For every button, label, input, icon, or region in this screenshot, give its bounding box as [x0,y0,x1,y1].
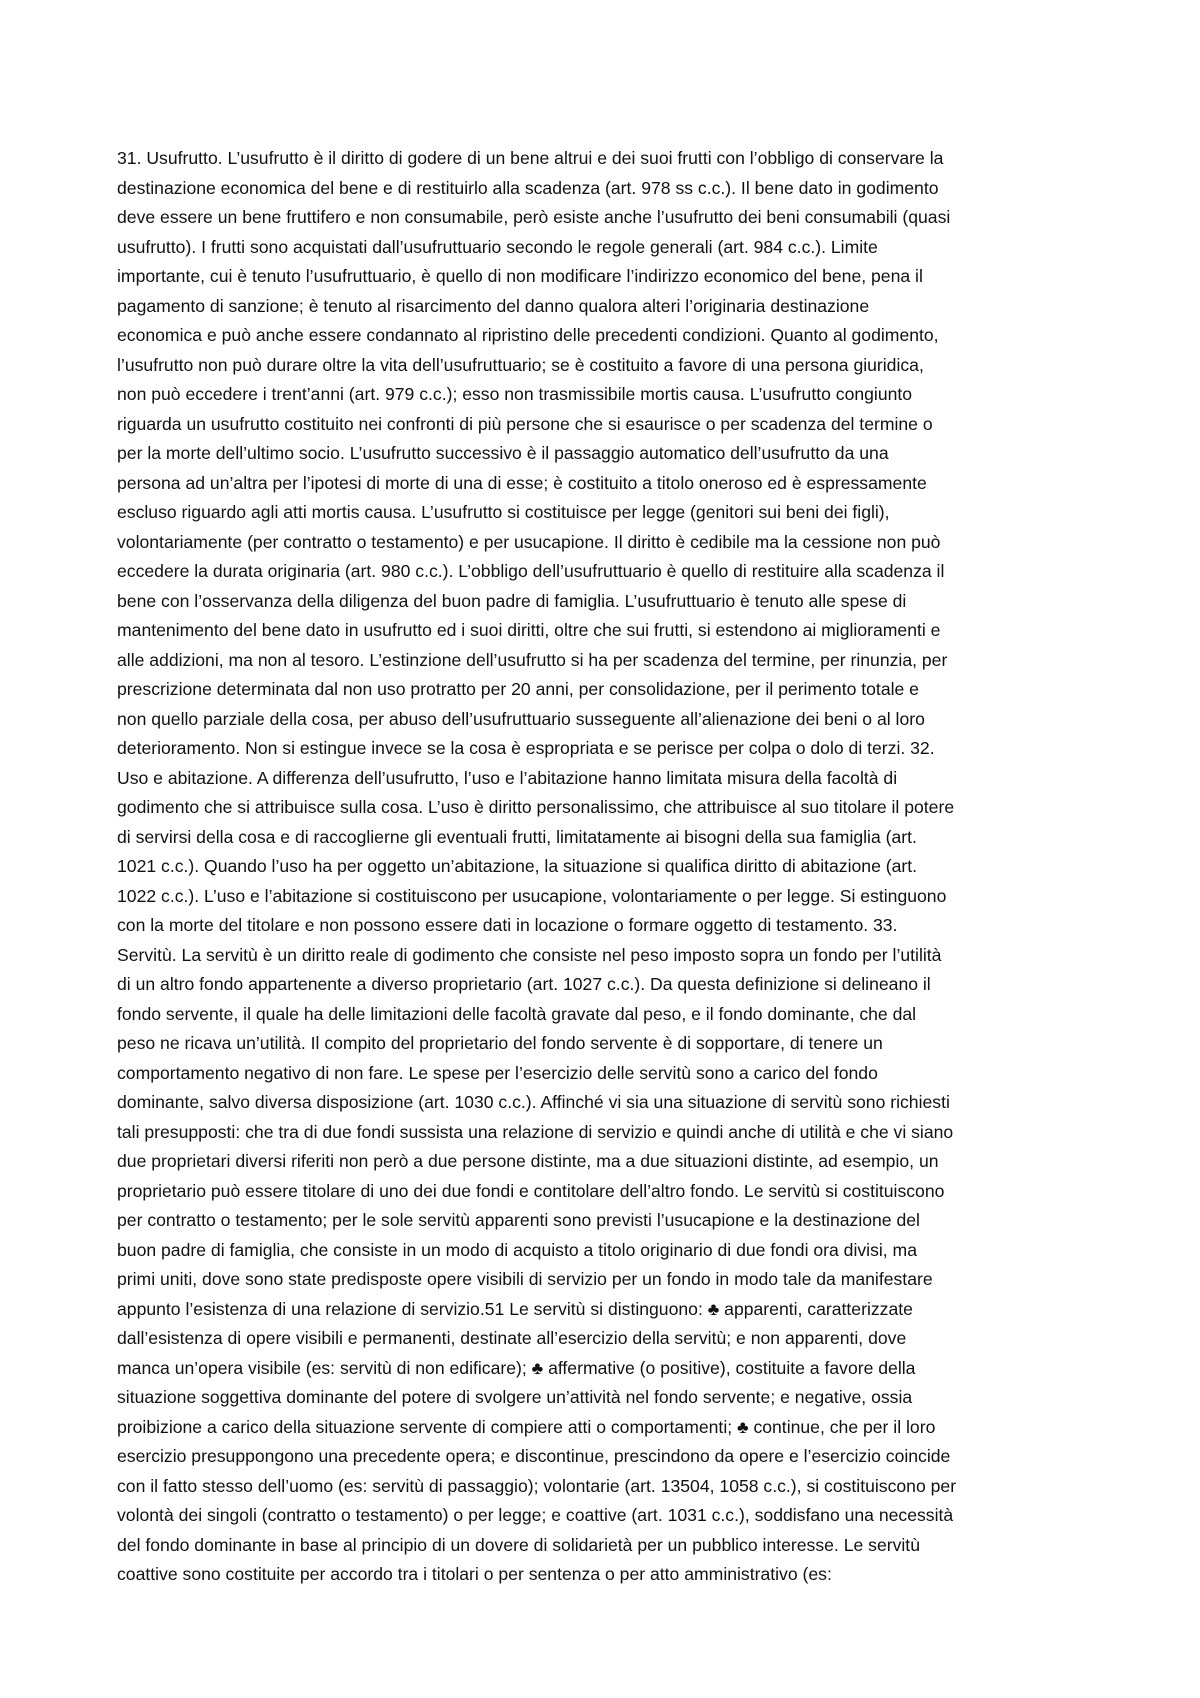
text-line: escluso riguardo agli atti mortis causa. L’usufrutto si costituisce per legge (genitori sui beni dei figli), [117,502,890,522]
text-line: deve essere un bene fruttifero e non consumabile, però esiste anche l’usufrutto dei beni consumabili (quasi [117,207,951,227]
text-line: situazione soggettiva dominante del potere di svolgere un’attività nel fondo servente; e negative, ossia [117,1387,913,1407]
text-line: con il fatto stesso dell’uomo (es: servitù di passaggio); volontarie (art. 13504, 1058 c.c.), si costituiscono per [117,1475,957,1496]
text-line: 1022 c.c.). L’uso e l’abitazione si costituiscono per usucapione, volontariamente o per legge. Si estinguono [117,885,947,906]
text-line: manca un’opera visibile (es: servitù di non edificare); ♣ affermative (o positive), costituite a favore della [117,1357,916,1378]
text-line: primi uniti, dove sono state predisposte opere visibili di servizio per un fondo in modo tale da manifestare [117,1269,933,1289]
text-line: volontà dei singoli (contratto o testamento) o per legge; e coattive (art. 1031 c.c.), soddisfano una necessità [117,1505,954,1525]
text-line: tali presupposti: che tra di due fondi sussista una relazione di servizio e quindi anche di utilità e che vi siano [117,1121,954,1142]
text-line: Uso e abitazione. A differenza dell’usufrutto, l’uso e l’abitazione hanno limitata misura della facoltà di [117,767,898,788]
text-line: economica e può anche essere condannato al ripristino delle precedenti condizioni. Quanto al godimento, [117,325,939,345]
text-line: del fondo dominante in base al principio di un dovere di solidarietà per un pubblico interesse. Le servitù [117,1534,920,1555]
text-line: peso ne ricava un’utilità. Il compito del proprietario del fondo servente è di sopportare, di tenere un [117,1033,883,1053]
text-line: usufrutto). I frutti sono acquistati dall’usufruttuario secondo le regole generali (art. 984 c.c.). Limite [117,236,878,257]
text-line: buon padre di famiglia, che consiste in un modo di acquisto a titolo originario di due fondi ora divisi, ma [117,1239,918,1260]
text-line: 1021 c.c.). Quando l’uso ha per oggetto un’abitazione, la situazione si qualifica diritto di abitazione (art. [117,856,918,876]
text-line: l’usufrutto non può durare oltre la vita dell’usufruttuario; se è costituito a favore di una persona giuridica, [117,354,924,375]
text-line: due proprietari diversi riferiti non però a due persone distinte, ma a due situazioni distinte, ad esempio, un [117,1151,939,1171]
text-line: volontariamente (per contratto o testamento) e per usucapione. Il diritto è cedibile ma la cessione non può [117,531,941,552]
text-line: per la morte dell’ultimo socio. L’usufrutto successivo è il passaggio automatico dell’usufrutto da una [117,443,889,463]
text-line: Servitù. La servitù è un diritto reale di godimento che consiste nel peso imposto sopra un fondo per l’utilità [117,944,942,965]
text-line: comportamento negativo di non fare. Le spese per l’esercizio delle servitù sono a carico del fondo [117,1062,878,1083]
text-line: mantenimento del bene dato in usufrutto ed i suoi diritti, oltre che sui frutti, si estendono ai miglioramenti e [117,620,941,640]
text-line: deterioramento. Non si estingue invece se la cosa è espropriata e se perisce per colpa o dolo di terzi. 32. [117,738,935,758]
text-line: dominante, salvo diversa disposizione (art. 1030 c.c.). Affinché vi sia una situazione di servitù sono richiesti [117,1092,950,1112]
text-line: alle addizioni, ma non al tesoro. L’estinzione dell’usufrutto si ha per scadenza del termine, per rinunzia, per [117,649,948,670]
text-line: fondo servente, il quale ha delle limitazioni delle facoltà gravate dal peso, e il fondo dominante, che dal [117,1003,917,1024]
text-line: riguarda un usufrutto costituito nei confronti di più persone che si esaurisce o per scadenza del termine o [117,413,933,434]
text-line: godimento che si attribuisce sulla cosa. L’uso è diritto personalissimo, che attribuisce al suo titolare il potere [117,797,955,817]
text-line: prescrizione determinata dal non uso protratto per 20 anni, per consolidazione, per il perimento totale e [117,679,919,699]
text-line: coattive sono costituite per accordo tra i titolari o per sentenza o per atto amministrativo (es: [117,1564,832,1584]
text-line: non può eccedere i trent’anni (art. 979 c.c.); esso non trasmissibile mortis causa. L’usufrutto congiunto [117,384,913,404]
text-line: pagamento di sanzione; è tenuto al risarcimento del danno qualora alteri l’originaria destinazione [117,295,870,316]
text-line: bene con l’osservanza della diligenza del buon padre di famiglia. L’usufruttuario è tenuto alle spese di [117,590,907,611]
text-line: per contratto o testamento; per le sole servitù apparenti sono previsti l’usucapione e la destinazione del [117,1210,920,1230]
text-line: di un altro fondo appartenente a diverso proprietario (art. 1027 c.c.). Da questa definizione si delineano il [117,974,931,994]
text-line: destinazione economica del bene e di restituirlo alla scadenza (art. 978 ss c.c.). Il bene dato in godimento [117,177,939,198]
text-line: non quello parziale della cosa, per abuso dell’usufruttuario susseguente all’alienazione dei beni o al loro [117,708,925,729]
text-line: proibizione a carico della situazione servente di compiere atti o comportamenti; ♣ continue, che per il loro [117,1416,936,1437]
text-line: appunto l’esistenza di una relazione di servizio.51 Le servitù si distinguono: ♣ apparenti, caratterizzate [117,1298,913,1319]
text-line: di servirsi della cosa e di raccoglierne gli eventuali frutti, limitatamente ai bisogni della sua famiglia (art. [117,826,917,847]
text-line: 31. Usufrutto. L’usufrutto è il diritto di godere di un bene altrui e dei suoi frutti con l’obbligo di conservare la [117,148,944,168]
text-line: eccedere la durata originaria (art. 980 c.c.). L’obbligo dell’usufruttuario è quello di restituire alla scadenza il [117,561,945,581]
text-line: esercizio presuppongono una precedente opera; e discontinue, prescindono da opere e l’esercizio coincide [117,1446,951,1466]
text-line: dall’esistenza di opere visibili e permanenti, destinate all’esercizio della servitù; e non apparenti, dove [117,1328,907,1348]
text-line: importante, cui è tenuto l’usufruttuario, è quello di non modificare l’indirizzo economico del bene, pena il [117,266,923,286]
text-line: proprietario può essere titolare di uno dei due fondi e contitolare dell’altro fondo. Le servitù si costituiscono [117,1180,945,1201]
body-text [117,144,1092,1590]
text-line: persona ad un’altra per l’ipotesi di morte di una di esse; è costituito a titolo oneroso ed è espressamente [117,472,927,493]
text-line: con la morte del titolare e non possono essere dati in locazione o formare oggetto di testamento. 33. [117,915,898,935]
